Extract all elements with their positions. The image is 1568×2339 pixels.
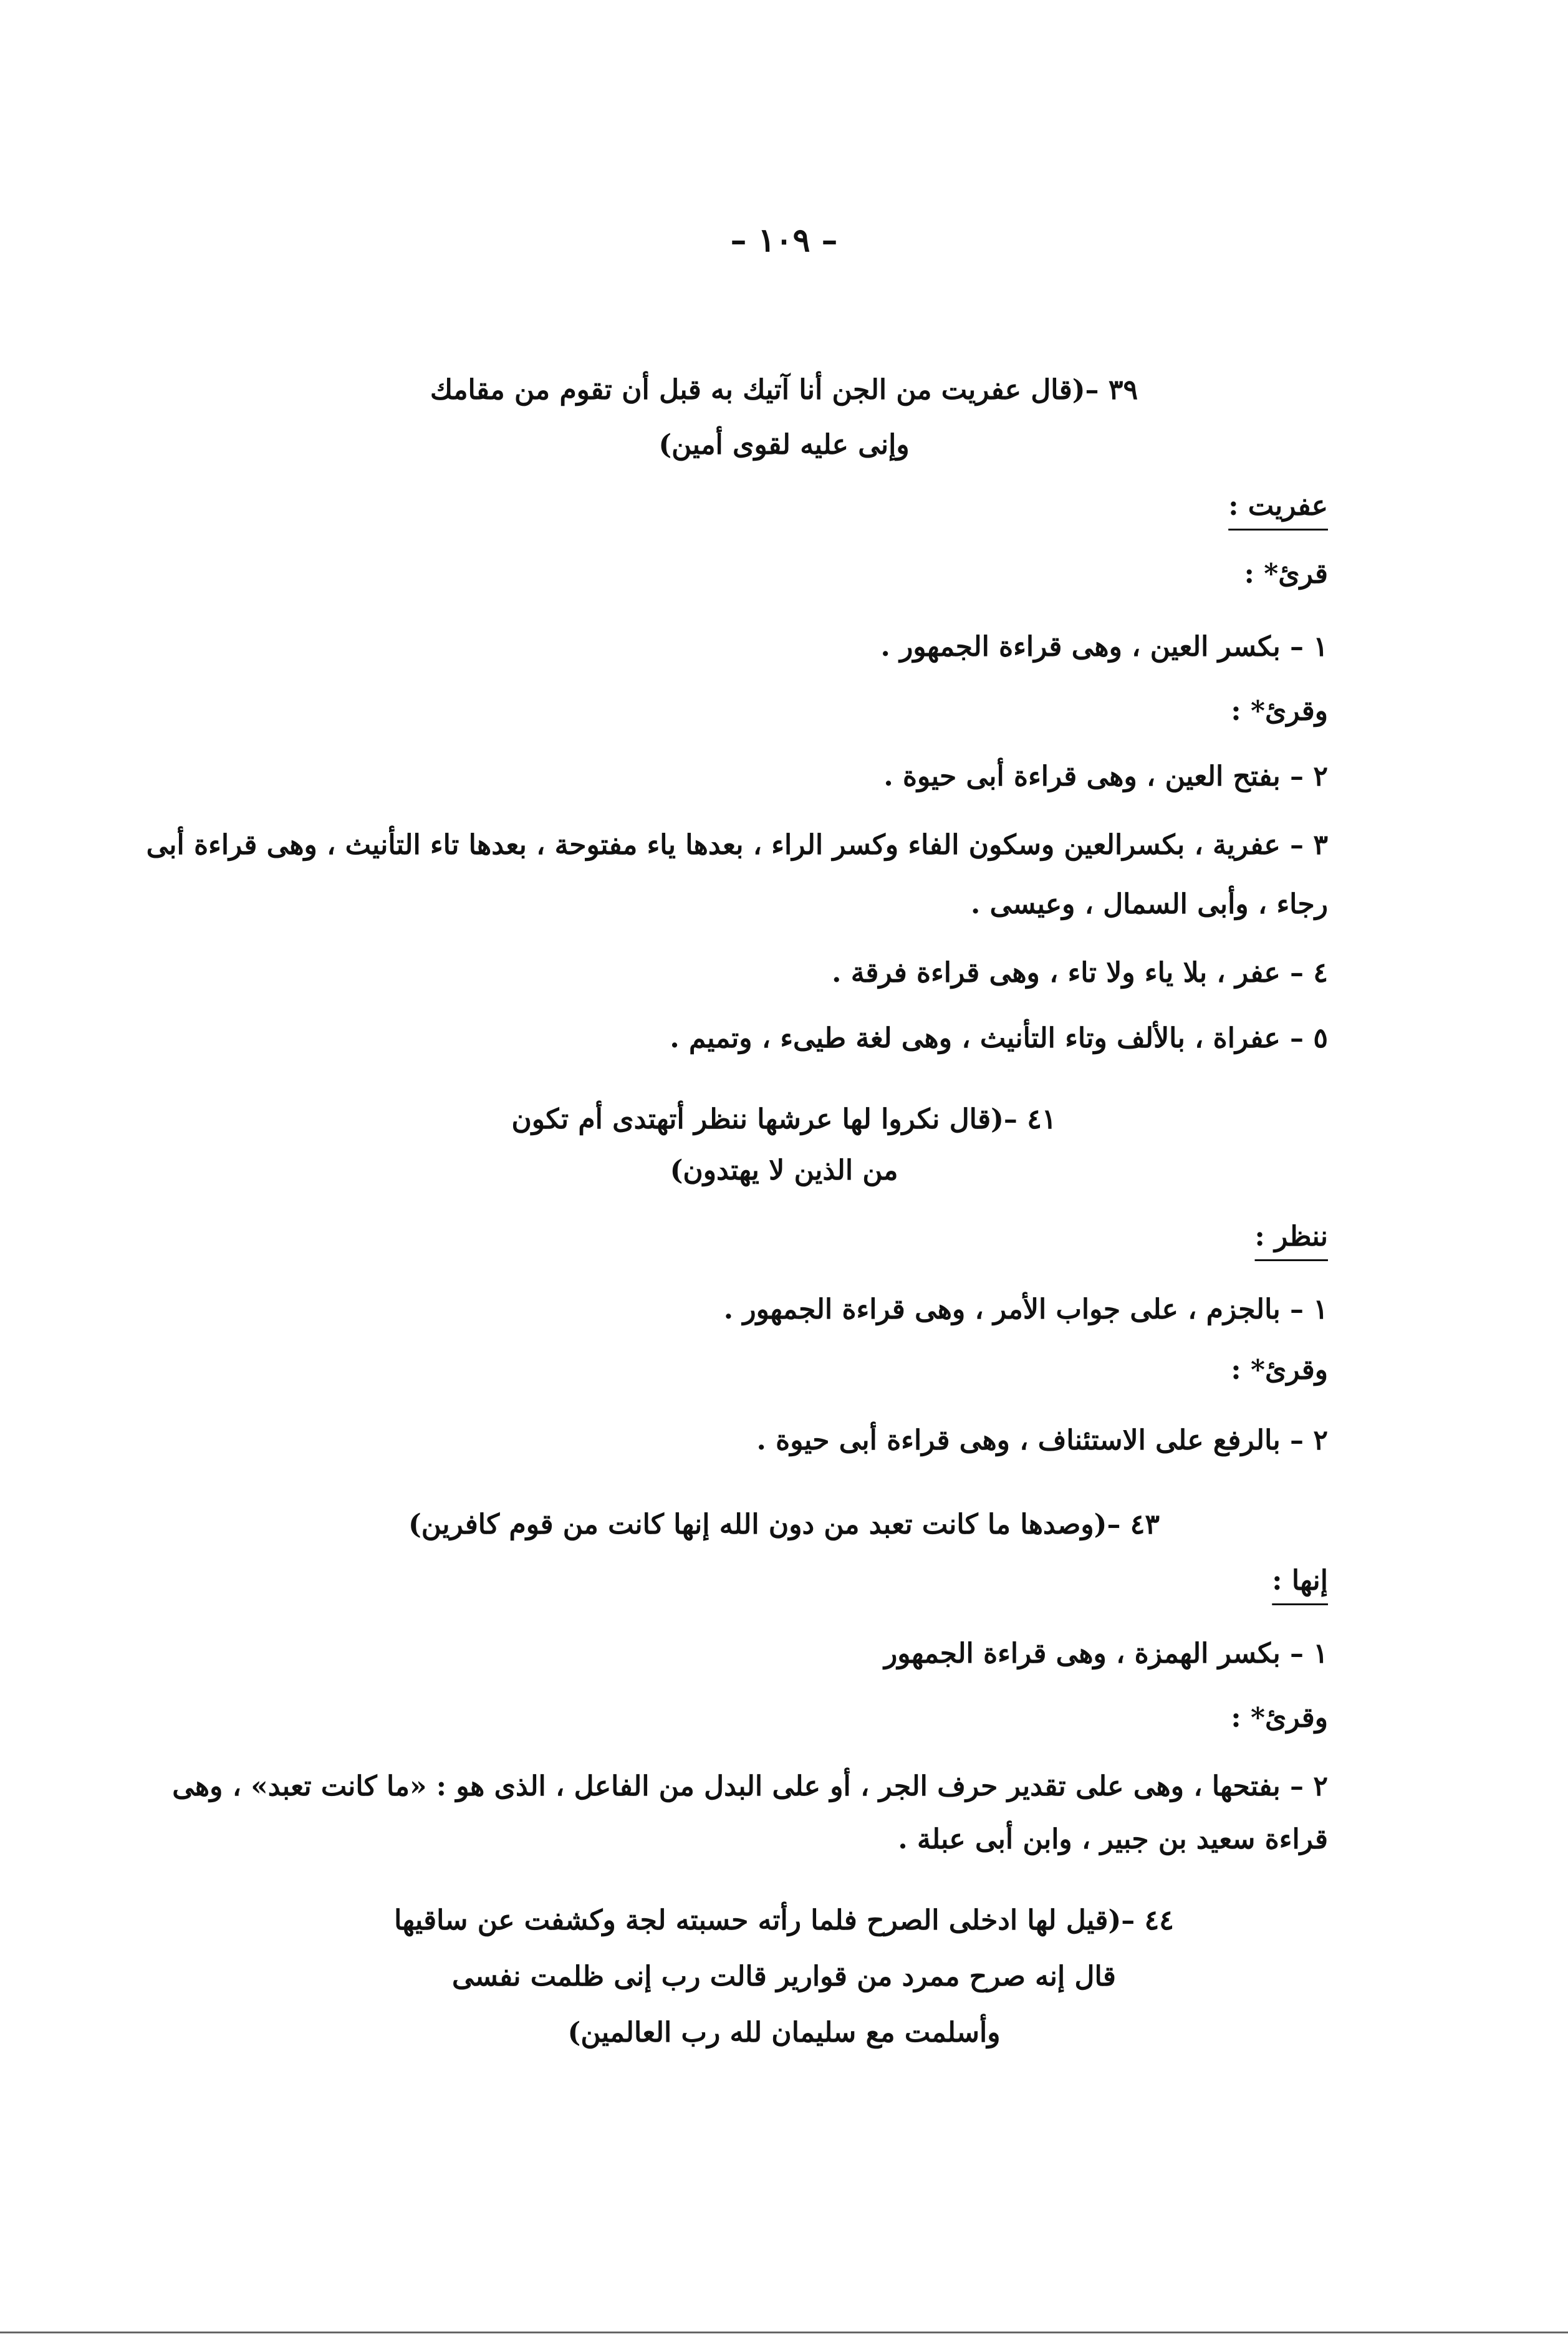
- verse-44-line-1: ٤٤ –(قيل لها ادخلى الصرح فلما رأته حسبته لجة وكشفت عن ساقيها: [394, 1904, 1174, 1936]
- ifrit-reading-1: ١ – بكسر العين ، وهى قراءة الجمهور .: [880, 631, 1328, 663]
- ifrit-reading-3-line-1: ٣ – عفرية ، بكسرالعين وسكون الفاء وكسر الراء ، بعدها ياء مفتوحة ، بعدها تاء التأنيث ، وهى قراءة أبى: [146, 829, 1328, 861]
- ifrit-reading-4: ٤ – عفر ، بلا ياء ولا تاء ، وهى قراءة فرقة .: [832, 957, 1328, 989]
- verse-41-line-1: ٤١ –(قال نكروا لها عرشها ننظر أتهتدى أم تكون: [511, 1103, 1057, 1135]
- qurie-label-2: وقرئ* :: [1231, 695, 1328, 727]
- qurie-label-3: وقرئ* :: [1231, 1354, 1328, 1386]
- ifrit-reading-5: ٥ – عفراة ، بالألف وتاء التأنيث ، وهى لغة طيىء ، وتميم .: [670, 1022, 1328, 1054]
- verse-39-line-1: ٣٩ –(قال عفريت من الجن أنا آتيك به قبل أن تقوم من مقامك: [430, 374, 1138, 406]
- nanzur-reading-1: ١ – بالجزم ، على جواب الأمر ، وهى قراءة الجمهور .: [723, 1294, 1328, 1325]
- qurie-label-4: وقرئ* :: [1231, 1702, 1328, 1734]
- verse-44-line-2: قال إنه صرح ممرد من قوارير قالت رب إنى ظلمت نفسى: [452, 1961, 1116, 1992]
- heading-innaha: إنها :: [1272, 1565, 1328, 1597]
- page-number: – ١٠٩ –: [730, 221, 838, 259]
- innaha-reading-2-line-2: قراءة سعيد بن جبير ، وابن أبى عبلة .: [898, 1823, 1328, 1855]
- qurie-label-1: قرئ* :: [1244, 558, 1328, 590]
- heading-nanzur: ننظر :: [1254, 1221, 1328, 1252]
- ifrit-reading-2: ٢ – بفتح العين ، وهى قراءة أبى حيوة .: [883, 761, 1328, 792]
- verse-39-line-2: وإنى عليه لقوى أمين): [658, 429, 910, 461]
- innaha-reading-2-line-1: ٢ – بفتحها ، وهى على تقدير حرف الجر ، أو على البدل من الفاعل ، الذى هو : «ما كانت تعبد» ، وهى: [172, 1770, 1328, 1802]
- heading-ifrit: عفريت :: [1228, 490, 1328, 522]
- ifrit-reading-3-line-2: رجاء ، وأبى السمال ، وعيسى .: [971, 888, 1328, 920]
- nanzur-reading-2: ٢ – بالرفع على الاستئناف ، وهى قراءة أبى حيوة .: [756, 1424, 1328, 1456]
- scan-bottom-edge: [0, 2332, 1568, 2333]
- verse-41-line-2: من الذين لا يهتدون): [670, 1155, 898, 1186]
- verse-43-line-1: ٤٣ –(وصدها ما كانت تعبد من دون الله إنها كانت من قوم كافرين): [408, 1509, 1160, 1540]
- innaha-reading-1: ١ – بكسر الهمزة ، وهى قراءة الجمهور: [884, 1638, 1328, 1669]
- verse-44-line-3: وأسلمت مع سليمان لله رب العالمين): [567, 2017, 1001, 2048]
